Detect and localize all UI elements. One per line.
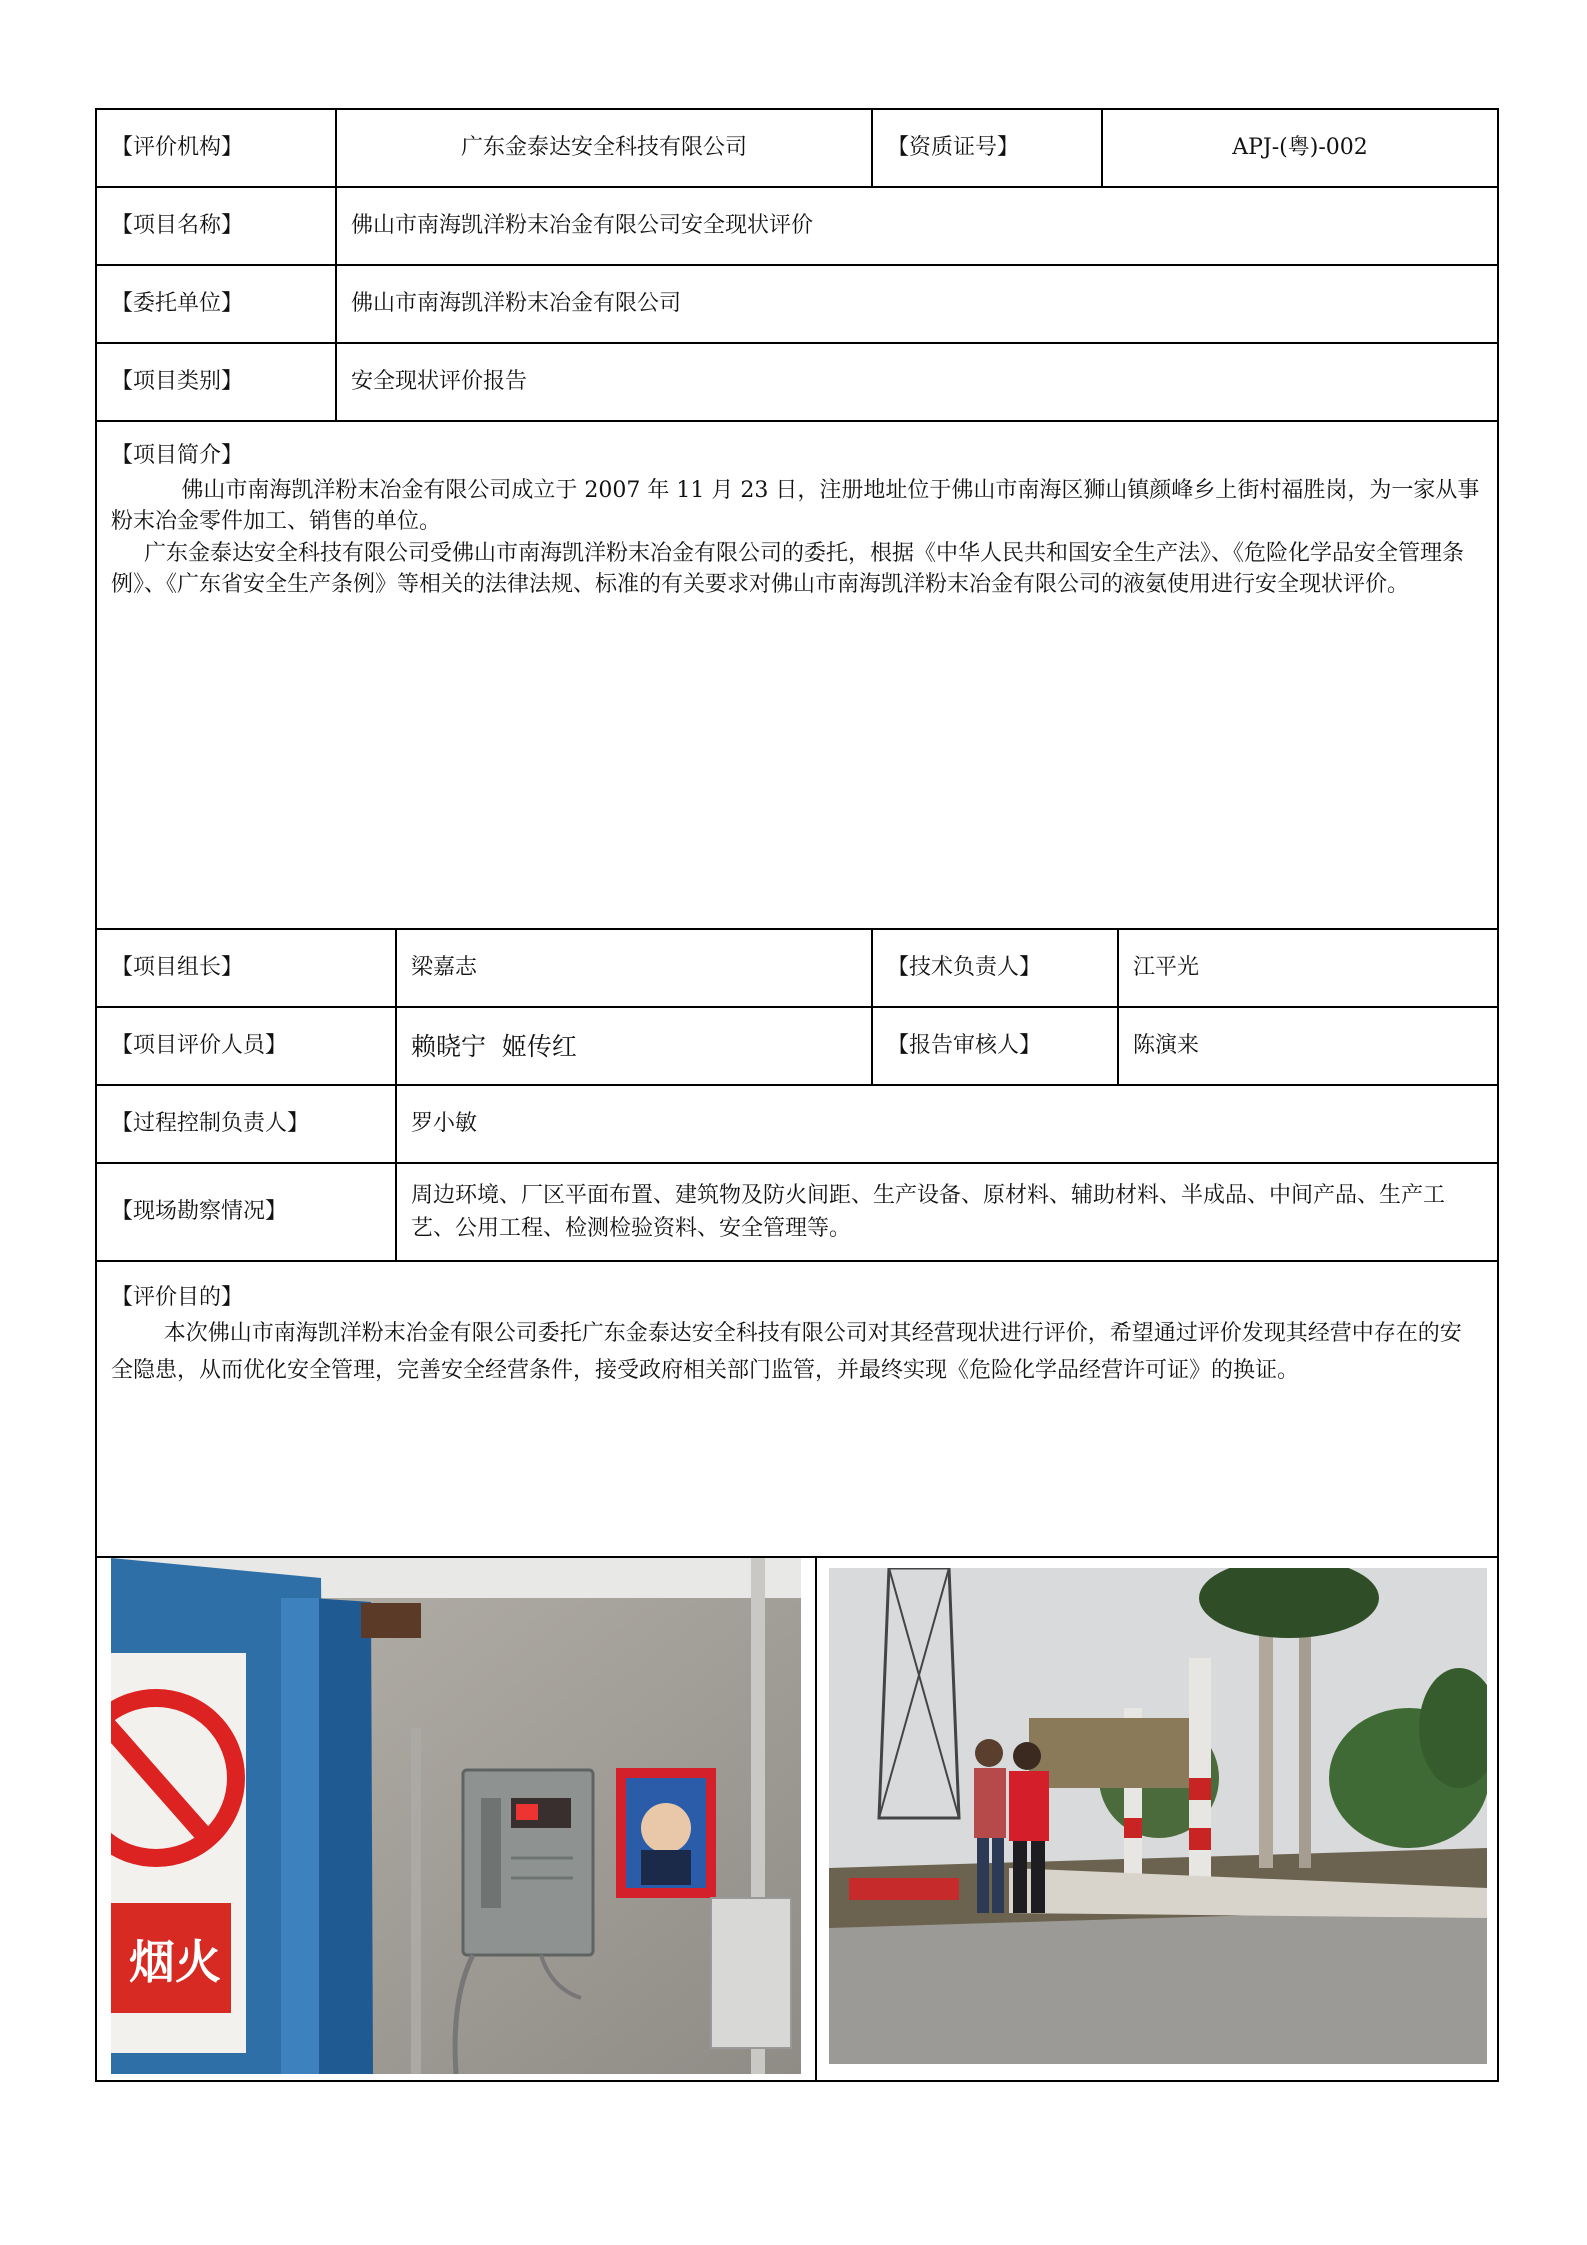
intro-label: 【项目简介】 xyxy=(111,443,244,468)
survey-value: 周边环境、厂区平面布置、建筑物及防火间距、生产设备、原材料、辅助材料、半成品、中间产品、生产工艺、公用工程、检测检验资料、安全管理等。 xyxy=(411,1183,1446,1241)
reviewer-label: 【报告审核人】 xyxy=(873,1008,1119,1084)
sign-text: 烟火 xyxy=(129,1935,221,1989)
gas-detector-photo xyxy=(111,1558,801,2074)
purpose-label: 【评价目的】 xyxy=(111,1285,244,1310)
process-label: 【过程控制负责人】 xyxy=(97,1086,397,1162)
evaluators-row xyxy=(97,1008,1497,1086)
client-value: 佛山市南海凯洋粉末冶金有限公司 xyxy=(351,290,682,316)
site-visit-photo xyxy=(829,1568,1487,2064)
category-value: 安全现状评价报告 xyxy=(351,368,528,394)
purpose-section xyxy=(97,1262,1497,1558)
leader-row xyxy=(97,930,1497,1008)
photo-divider xyxy=(815,1558,817,2080)
client-row xyxy=(97,266,1497,344)
purpose-text: 本次佛山市南海凯洋粉末冶金有限公司委托广东金泰达安全科技有限公司对其经营现状进行评价，希望通过评价发现其经营中存在的安全隐患，从而优化安全管理，完善安全经营条件，接受政府相关部门监管，并最终实现《危险化学品经营许可证》的换证。 xyxy=(111,1321,1462,1383)
category-label: 【项目类别】 xyxy=(97,344,337,420)
survey-label: 【现场勘察情况】 xyxy=(97,1164,397,1260)
process-value: 罗小敏 xyxy=(411,1110,478,1136)
intro-paragraph-2: 广东金泰达安全科技有限公司受佛山市南海凯洋粉末冶金有限公司的委托，根据《中华人民共和国安全生产法》、《危险化学品安全管理条例》、《广东省安全生产条例》等相关的法律法规、标准的有关要求对佛山市南海凯洋粉末冶金有限公司的液氨使用进行安全现状评价。 xyxy=(111,540,1465,597)
project-name-value: 佛山市南海凯洋粉末冶金有限公司安全现状评价 xyxy=(351,212,814,238)
intro-paragraph-1: 佛山市南海凯洋粉末冶金有限公司成立于 2007 年 11 月 23 日，注册地址位于佛山市南海区狮山镇颜峰乡上街村福胜岗，为一家从事粉末冶金零件加工、销售的单位。 xyxy=(111,478,1480,535)
project-name-row xyxy=(97,188,1497,266)
client-label: 【委托单位】 xyxy=(97,266,337,342)
cert-value: APJ-(粤)-002 xyxy=(1232,134,1368,160)
evaluators-value: 赖晓宁 姬传红 xyxy=(397,1008,873,1084)
tech-lead-value: 江平光 xyxy=(1133,954,1200,980)
leader-label: 【项目组长】 xyxy=(97,930,397,1006)
site-photos xyxy=(97,1558,1497,2080)
intro-section xyxy=(97,422,1497,930)
org-row xyxy=(97,110,1497,188)
category-row xyxy=(97,344,1497,422)
survey-row xyxy=(97,1164,1497,1262)
evaluation-info-table xyxy=(95,108,1499,2082)
reviewer-value: 陈演来 xyxy=(1133,1032,1200,1058)
leader-value: 梁嘉志 xyxy=(397,930,873,1006)
org-value: 广东金泰达安全科技有限公司 xyxy=(337,110,873,186)
process-row xyxy=(97,1086,1497,1164)
evaluators-label: 【项目评价人员】 xyxy=(97,1008,397,1084)
tech-lead-label: 【技术负责人】 xyxy=(873,930,1119,1006)
org-label: 【评价机构】 xyxy=(97,110,337,186)
project-name-label: 【项目名称】 xyxy=(97,188,337,264)
cert-label: 【资质证号】 xyxy=(873,110,1103,186)
